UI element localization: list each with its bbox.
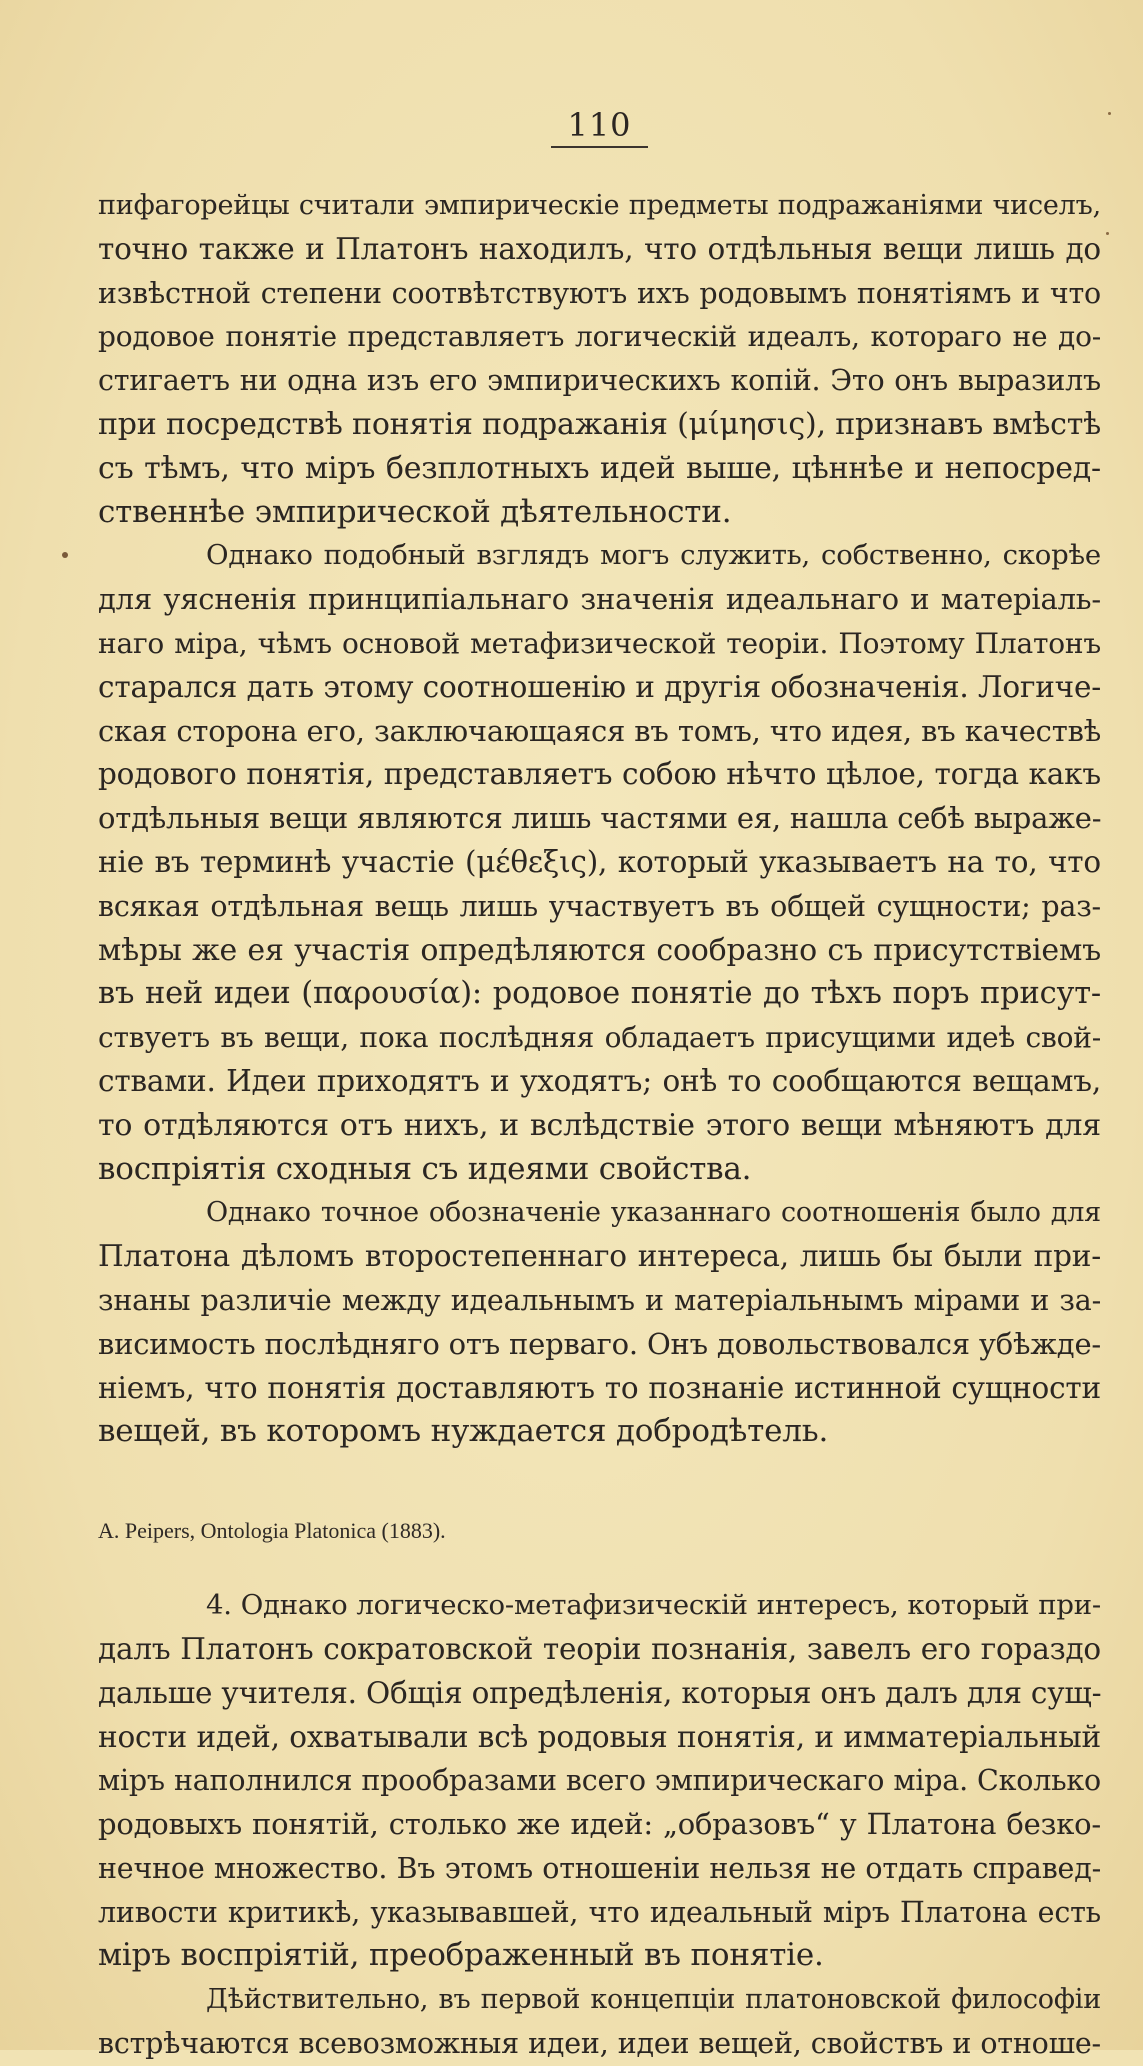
text-line: всякая отдѣльная вещь лишь участвуетъ въ общей сущности; раз- bbox=[98, 889, 1101, 923]
margin-speck bbox=[1106, 232, 1109, 235]
text-line: вещей, въ которомъ нуждается добродѣтель. bbox=[98, 1413, 829, 1450]
text-line: міръ наполнился прообразами всего эмпирическаго міра. Сколько bbox=[98, 1764, 1101, 1798]
text-line: ніе въ терминѣ участіе (μέθεξις), который указываетъ на то, что bbox=[98, 844, 1101, 879]
paragraph-5 bbox=[98, 1978, 1101, 2066]
margin-speck bbox=[1108, 112, 1111, 115]
text-line: 4. Однако логическо-метафизическій интересъ, который при- bbox=[206, 1589, 1101, 1622]
text-line: дальше учителя. Общія опредѣленія, которыя онъ далъ для сущ- bbox=[98, 1675, 1102, 1710]
text-line: для уясненія принципіальнаго значенія идеальнаго и матеріаль- bbox=[98, 582, 1101, 617]
text-line: то отдѣляются отъ нихъ, и вслѣдствіе этого вещи мѣняютъ для bbox=[98, 1107, 1101, 1143]
text-line: точно также и Платонъ находилъ, что отдѣльныя вещи лишь до bbox=[98, 231, 1101, 266]
page-number: 110 bbox=[551, 108, 647, 148]
text-line: старался дать этому соотношенію и другія обозначенія. Логиче- bbox=[98, 669, 1101, 704]
text-line: ности идей, охватывали всѣ родовыя понятія, и имматеріальный bbox=[98, 1719, 1101, 1754]
margin-mark bbox=[62, 552, 68, 558]
text-line: стигаетъ ни одна изъ его эмпирическихъ копій. Это онъ выразилъ bbox=[98, 364, 1101, 398]
text-line: висимость послѣдняго отъ перваго. Онъ довольствовался убѣжде- bbox=[98, 1326, 1102, 1361]
text-line: отдѣльныя вещи являются лишь частями ея, нашла себѣ выраже- bbox=[98, 801, 1102, 836]
text-line: ственнѣе эмпирической дѣятельности. bbox=[98, 493, 732, 530]
text-line: Дѣйствительно, въ первой концепціи платоновской философіи bbox=[206, 1984, 1101, 2016]
footnote-reference: A. Peipers, Ontologia Platonica (1883). bbox=[98, 1518, 446, 1544]
text-line: міръ воспріятій, преображенный въ понятіе. bbox=[98, 1937, 824, 1974]
body-text bbox=[98, 184, 1101, 2066]
text-line: наго міра, чѣмъ основой метафизической теоріи. Поэтому Платонъ bbox=[98, 626, 1101, 660]
paragraph-2 bbox=[98, 534, 1101, 1191]
paragraph-3 bbox=[98, 1191, 1101, 1454]
text-line: встрѣчаются всевозможныя идеи, идеи вещей, свойствъ и отноше- bbox=[98, 2027, 1101, 2061]
text-line: родовыхъ понятій, столько же идей: „образовъ“ у Платона безко- bbox=[98, 1807, 1101, 1842]
text-line: далъ Платонъ сократовской теоріи познанія, завелъ его гораздо bbox=[98, 1631, 1101, 1666]
text-line: съ тѣмъ, что міръ безплотныхъ идей выше, цѣннѣе и непосред- bbox=[98, 450, 1101, 486]
paragraph-4 bbox=[98, 1584, 1101, 1978]
text-line: ніемъ, что понятія доставляютъ то познаніе истинной сущности bbox=[98, 1370, 1101, 1405]
text-line: знаны различіе между идеальнымъ и матеріальнымъ мірами и за- bbox=[98, 1283, 1101, 1317]
text-line: пифагорейцы считали эмпирическіе предметы подражаніями чиселъ, bbox=[98, 190, 1101, 221]
text-line: нечное множество. Въ этомъ отношеніи нельзя не отдать справед- bbox=[98, 1851, 1101, 1885]
text-line: мѣры же ея участія опредѣляются сообразно съ присутствіемъ bbox=[98, 932, 1101, 968]
text-line: Однако подобный взглядъ могъ служить, собственно, скорѣе bbox=[206, 539, 1101, 572]
text-line: Однако точное обозначеніе указаннаго соотношенія было для bbox=[206, 1197, 1101, 1229]
text-line: родового понятія, представляетъ собою нѣчто цѣлое, тогда какъ bbox=[98, 757, 1101, 792]
paragraph-1 bbox=[98, 184, 1101, 534]
spacer bbox=[98, 1454, 1101, 1496]
text-line: въ ней идеи (παρουσία): родовое понятіе до тѣхъ поръ присут- bbox=[98, 976, 1101, 1012]
text-line: воспріятія сходныя съ идеями свойства. bbox=[98, 1150, 752, 1187]
text-line: ская сторона его, заключающаяся въ томъ, что идея, въ качествѣ bbox=[98, 713, 1101, 748]
text-line: Платона дѣломъ второстепеннаго интереса, лишь бы были при- bbox=[98, 1239, 1101, 1274]
text-line: извѣстной степени соотвѣтствуютъ ихъ родовымъ понятіямъ и что bbox=[98, 276, 1101, 310]
text-line: родовое понятіе представляетъ логическій идеалъ, котораго не до- bbox=[98, 320, 1101, 354]
text-line: ливости критикѣ, указывавшей, что идеальный міръ Платона есть bbox=[98, 1895, 1101, 1929]
text-line: ствуетъ въ вещи, пока послѣдняя обладаетъ присущими идеѣ свой- bbox=[98, 1021, 1101, 1055]
text-line: ствами. Идеи приходятъ и уходятъ; онѣ то сообщаются вещамъ, bbox=[98, 1063, 1101, 1098]
page-header bbox=[98, 108, 1101, 148]
text-line: при посредствѣ понятія подражанія (μίμησις), признавъ вмѣстѣ bbox=[98, 406, 1101, 442]
spacer bbox=[98, 1546, 1101, 1584]
